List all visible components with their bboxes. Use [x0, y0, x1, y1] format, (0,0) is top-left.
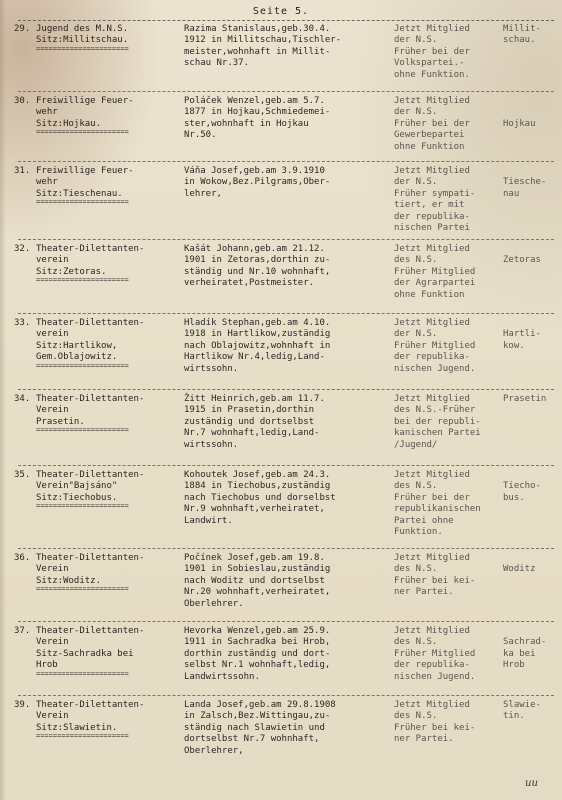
person-line: Nr.50.	[184, 130, 217, 141]
entry-divider	[18, 465, 554, 466]
organization-line: Freiwillige Feuer-	[36, 96, 134, 106]
person-cell	[184, 318, 384, 375]
person-line: dorthin zuständig und dort-	[184, 648, 331, 659]
person-cell	[184, 394, 384, 451]
person-line: 1877 in Hojkau,Schmiedemei-	[184, 107, 331, 118]
entry-number: 33.	[14, 318, 31, 328]
place-cell: Woditz	[503, 564, 536, 575]
membership-line: ohne Funktion.	[394, 69, 470, 80]
membership-line: Früher sympati-	[394, 188, 476, 199]
double-underline: ======================	[36, 363, 129, 369]
membership-line: Gewerbepartei	[394, 130, 465, 141]
entry-divider	[18, 695, 554, 696]
person-line: Kašát Johann,geb.am 21.12.	[184, 244, 325, 254]
membership-line: Partei ohne	[394, 515, 454, 526]
membership-line: Jetzt Mitglied	[394, 626, 470, 636]
organization-line: Theater-Dilettanten-	[36, 700, 145, 710]
person-line: Kohoutek Josef,geb.am 24.3.	[184, 470, 331, 480]
membership-cell	[394, 244, 502, 301]
double-underline: ======================	[36, 734, 129, 740]
organization-line: Theater-Dilettanten-	[36, 394, 145, 404]
entry-number: 37.	[14, 626, 31, 636]
organization-line: verein	[36, 255, 69, 266]
person-line: meister,wohnhaft in Millit-	[184, 46, 331, 57]
person-cell	[184, 244, 384, 290]
place-cell: Tiecho- bus.	[503, 481, 541, 503]
person-line: Landa Josef,geb.am 29.8.1908	[184, 700, 336, 710]
entry-number: 36.	[14, 553, 31, 563]
membership-cell	[394, 553, 502, 599]
organization-cell	[36, 244, 174, 283]
organization-line: Hrob	[36, 660, 58, 671]
organization-line: Prasetin.	[36, 416, 85, 427]
membership-line: tiert, er mit	[394, 200, 465, 211]
membership-cell	[394, 24, 502, 81]
person-cell	[184, 626, 384, 683]
membership-line: Volkspartei.-	[394, 58, 465, 69]
membership-line: Jetzt Mitglied	[394, 553, 470, 563]
organization-line: wehr	[36, 177, 58, 188]
double-underline: ======================	[36, 200, 129, 206]
person-line: wirtssohn.	[184, 363, 239, 374]
organization-line: Theater-Dilettanten-	[36, 470, 145, 480]
person-line: Oberlehrer.	[184, 598, 244, 609]
organization-line: Freiwillige Feuer-	[36, 166, 134, 176]
membership-line: Früher Mitglied	[394, 266, 476, 277]
person-line: zuständig und dortselbst	[184, 416, 315, 427]
membership-line: Jetzt Mitglied	[394, 318, 470, 328]
membership-line: der republika-	[394, 211, 470, 222]
organization-line: Sitz:Tiechobus.	[36, 492, 118, 503]
person-line: Žitt Heinrich,geb.am 11.7.	[184, 394, 325, 404]
membership-line: Früher bei der	[394, 492, 470, 503]
membership-line: Früher bei der	[394, 46, 470, 57]
person-line: nach Tiechobus und dorselbst	[184, 492, 336, 503]
person-line: ster,wohnhaft in Hojkau	[184, 118, 309, 129]
membership-line: ner Partei.	[394, 587, 454, 598]
place-cell: Zetoras	[503, 255, 541, 266]
membership-line: der republika-	[394, 352, 470, 363]
title-divider	[18, 20, 554, 21]
membership-line: der Agrarpartei	[394, 278, 476, 289]
person-cell	[184, 24, 384, 70]
organization-line: Theater-Dilettanten-	[36, 244, 145, 254]
organization-line: Verein	[36, 405, 69, 416]
entry-divider	[18, 239, 554, 240]
page-title: Seite 5.	[252, 6, 310, 17]
entry-divider	[18, 548, 554, 549]
double-underline: ======================	[36, 428, 129, 434]
organization-cell	[36, 626, 174, 677]
place-cell: Millit- schau.	[503, 24, 541, 46]
double-underline: ======================	[36, 130, 129, 136]
person-line: 1915 in Prasetin,dorthin	[184, 405, 315, 416]
person-line: 1884 in Tiechobus,zuständig	[184, 481, 331, 492]
person-line: schau Nr.37.	[184, 58, 250, 69]
handwritten-mark: ии	[525, 778, 538, 789]
membership-line: Jetzt Mitglied	[394, 470, 470, 480]
organization-line: Theater-Dilettanten-	[36, 626, 145, 636]
person-line: 1912 in Millitschau,Tischler-	[184, 35, 342, 46]
place-cell: Slawie- tin.	[503, 700, 541, 722]
person-line: Nr.20 wohnhaft,verheiratet,	[184, 587, 331, 598]
person-cell	[184, 166, 384, 200]
person-line: 1918 in Hartlikow,zuständig	[184, 329, 331, 340]
organization-line: Sitz:Hojkau.	[36, 118, 102, 129]
membership-line: republikanischen	[394, 504, 481, 515]
page-edge-shadow	[0, 0, 6, 800]
membership-cell	[394, 700, 502, 746]
organization-line: Sitz:Slawietin.	[36, 722, 118, 733]
entry-divider	[18, 313, 554, 314]
membership-line: des N.S.-Früher	[394, 405, 476, 416]
membership-line: nischen Jugend.	[394, 671, 476, 682]
membership-cell	[394, 96, 502, 153]
membership-line: Früher bei der	[394, 118, 470, 129]
membership-line: Früher Mitglied	[394, 648, 476, 659]
organization-line: wehr	[36, 107, 58, 118]
double-underline: ======================	[36, 671, 129, 677]
person-line: ständig nach Slawietin und	[184, 722, 325, 733]
membership-line: des N.S.	[394, 711, 438, 722]
organization-cell	[36, 166, 174, 205]
membership-line: der N.S.	[394, 177, 438, 188]
membership-line: ner Partei.	[394, 734, 454, 745]
double-underline: ======================	[36, 278, 129, 284]
membership-line: /Jugend/	[394, 439, 438, 450]
organization-line: Sitz:Woditz.	[36, 575, 102, 586]
membership-cell	[394, 318, 502, 375]
person-line: Razima Stanislaus,geb.30.4.	[184, 24, 331, 34]
organization-cell	[36, 470, 174, 509]
person-line: Hladík Stephan,geb.am 4.10.	[184, 318, 331, 328]
organization-line: Theater-Dilettanten-	[36, 318, 145, 328]
person-line: wirtssohn.	[184, 439, 239, 450]
organization-cell	[36, 24, 174, 52]
person-line: 1901 in Sobieslau,zuständig	[184, 564, 331, 575]
person-line: Hartlikow Nr.4,ledig,Land-	[184, 352, 325, 363]
membership-line: Jetzt Mitglied	[394, 244, 470, 254]
person-cell	[184, 470, 384, 527]
membership-line: des N.S.	[394, 481, 438, 492]
person-line: Poláček Wenzel,geb.am 5.7.	[184, 96, 325, 106]
entry-number: 34.	[14, 394, 31, 404]
place-cell: Hartli- kow.	[503, 329, 541, 351]
person-line: nach Woditz und dortselbst	[184, 575, 325, 586]
membership-line: nischen Jugend.	[394, 363, 476, 374]
double-underline: ======================	[36, 587, 129, 593]
membership-cell	[394, 394, 502, 451]
organization-line: verein	[36, 329, 69, 340]
membership-line: Jetzt Mitglied	[394, 700, 470, 710]
place-cell: Sachrad- ka bei Hrob	[503, 637, 547, 671]
organization-line: Jugend des M.N.S.	[36, 24, 129, 34]
double-underline: ======================	[36, 46, 129, 52]
person-cell	[184, 96, 384, 142]
membership-line: ohne Funktion	[394, 141, 465, 152]
entry-number: 35.	[14, 470, 31, 480]
organization-cell	[36, 96, 174, 135]
person-line: 1911 in Sachradka bei Hrob,	[184, 637, 331, 648]
membership-cell	[394, 626, 502, 683]
person-line: Hevorka Wenzel,geb.am 25.9.	[184, 626, 331, 636]
membership-line: Früher Mitglied	[394, 340, 476, 351]
entry-divider	[18, 161, 554, 162]
place-cell: Tiesche- nau	[503, 177, 547, 199]
organization-line: Sitz:Zetoras.	[36, 266, 107, 277]
membership-cell	[394, 470, 502, 538]
organization-cell	[36, 553, 174, 592]
entry-number: 29.	[14, 24, 31, 34]
person-line: 1901 in Zetoras,dorthin zu-	[184, 255, 331, 266]
entry-divider	[18, 621, 554, 622]
person-line: in Zalsch,Bez.Wittingau,zu-	[184, 711, 331, 722]
membership-line: der N.S.	[394, 107, 438, 118]
organization-line: Sitz:Tieschenau.	[36, 188, 123, 199]
person-line: Landwirtssohn.	[184, 671, 260, 682]
membership-line: Funktion.	[394, 526, 443, 537]
organization-line: Sitz:Hartlikow,	[36, 340, 118, 351]
entry-divider	[18, 91, 554, 92]
organization-line: Verein	[36, 564, 69, 575]
person-line: in Wokow,Bez.Pilgrams,Ober-	[184, 177, 331, 188]
place-cell: Hojkau	[503, 118, 536, 129]
organization-cell	[36, 318, 174, 369]
person-line: ständig und Nr.10 wohnhaft,	[184, 266, 331, 277]
membership-cell	[394, 166, 502, 234]
person-line: Nr.9 wohnhaft,verheiratet,	[184, 504, 325, 515]
person-line: lehrer,	[184, 188, 222, 199]
organization-line: Theater-Dilettanten-	[36, 553, 145, 563]
person-line: nach Oblajowitz,wohnhaft in	[184, 340, 331, 351]
membership-line: kanischen Partei	[394, 428, 481, 439]
organization-cell	[36, 394, 174, 433]
organization-line: Verein	[36, 637, 69, 648]
person-line: selbst Nr.1 wohnhaft,ledig,	[184, 660, 331, 671]
person-line: Nr.7 wohnhaft,ledig,Land-	[184, 428, 320, 439]
membership-line: Jetzt Mitglied	[394, 166, 470, 176]
membership-line: der N.S.	[394, 35, 438, 46]
person-line: Landwirt.	[184, 515, 233, 526]
person-line: Oberlehrer,	[184, 745, 244, 756]
place-cell: Prasetin	[503, 394, 547, 404]
entry-number: 31.	[14, 166, 31, 176]
entry-number: 30.	[14, 96, 31, 106]
organization-line: Gem.Oblajowitz.	[36, 352, 118, 363]
membership-line: Jetzt Mitglied	[394, 24, 470, 34]
membership-line: nischen Partei	[394, 222, 470, 233]
organization-cell	[36, 700, 174, 739]
organization-line: Sitz:Millitschau.	[36, 35, 129, 46]
organization-line: Sitz-Sachradka bei	[36, 648, 134, 659]
membership-line: ohne Funktion	[394, 289, 465, 300]
person-line: Váňa Josef,geb.am 3.9.1910	[184, 166, 325, 176]
membership-line: Jetzt Mitglied	[394, 394, 470, 404]
membership-line: bei der republi-	[394, 416, 481, 427]
membership-line: des N.S.	[394, 637, 438, 648]
double-underline: ======================	[36, 504, 129, 510]
person-line: verheiratet,Postmeister.	[184, 278, 315, 289]
person-line: dortselbst Nr.7 wohnhaft,	[184, 734, 320, 745]
person-cell	[184, 700, 384, 757]
membership-line: Jetzt Mitglied	[394, 96, 470, 106]
entry-divider	[18, 389, 554, 390]
person-line: Počínek Josef,geb.am 19.8.	[184, 553, 325, 563]
organization-line: Verein	[36, 711, 69, 722]
entry-number: 32.	[14, 244, 31, 254]
membership-line: der republika-	[394, 660, 470, 671]
membership-line: Früher bei kei-	[394, 575, 476, 586]
membership-line: des N.S.	[394, 564, 438, 575]
entry-number: 39.	[14, 700, 31, 710]
membership-line: des N.S.	[394, 255, 438, 266]
membership-line: der N.S.	[394, 329, 438, 340]
membership-line: Früher bei kei-	[394, 722, 476, 733]
person-cell	[184, 553, 384, 610]
organization-line: Verein"Bajsáno"	[36, 481, 118, 492]
